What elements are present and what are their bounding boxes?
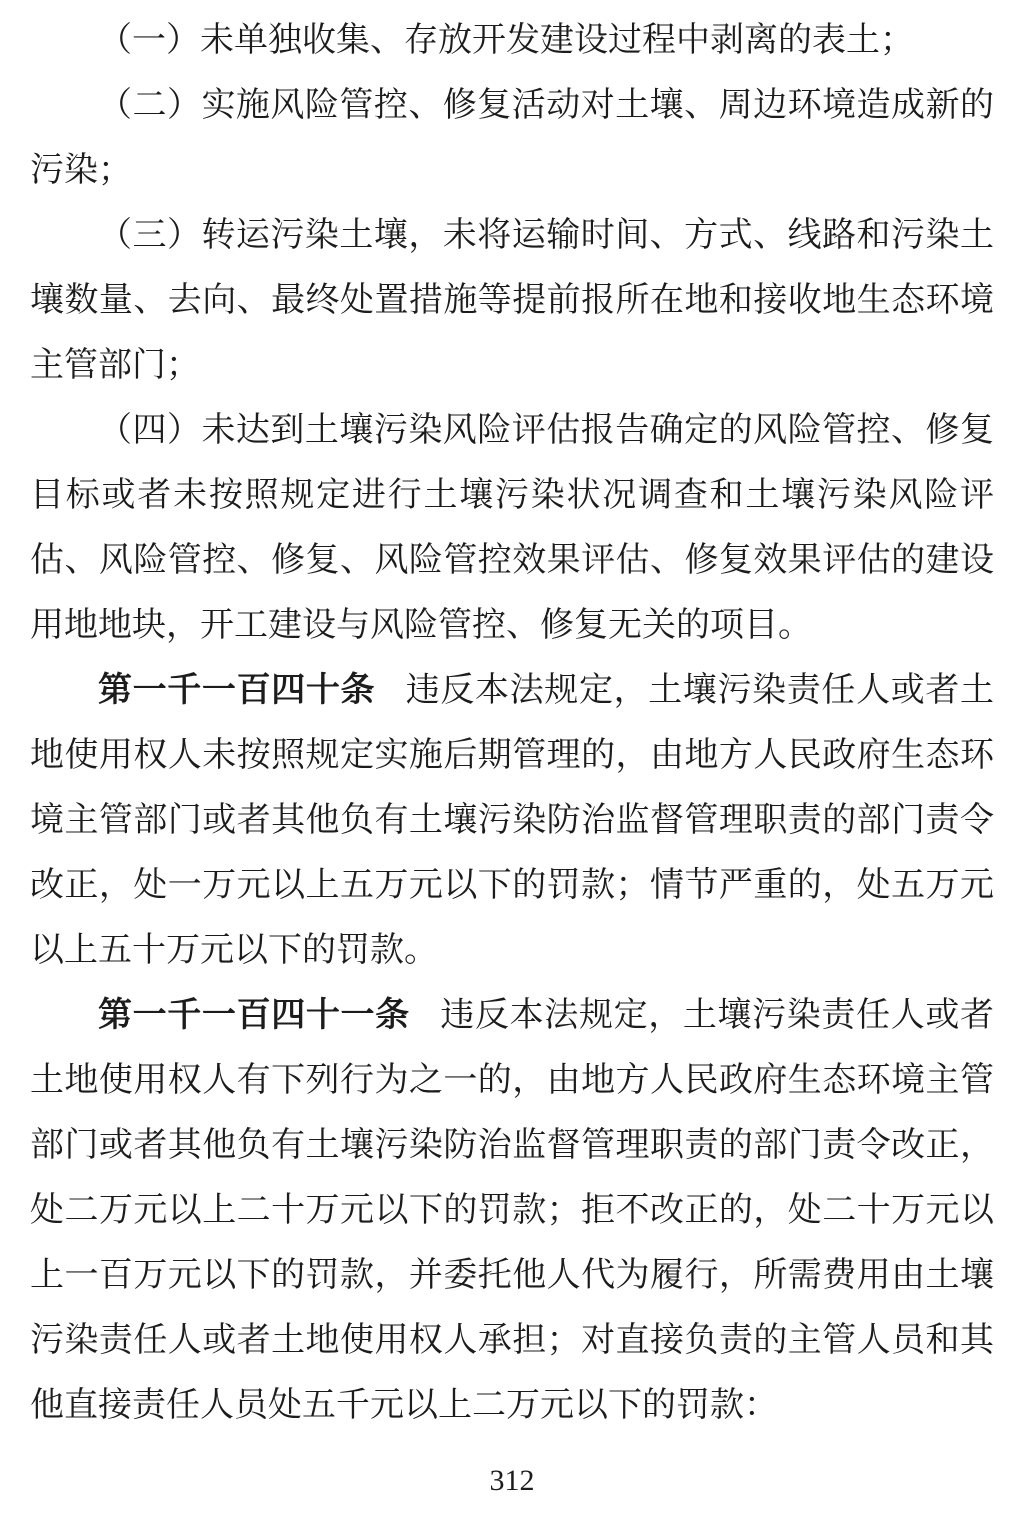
document-body [30,8,994,1438]
list-item-paragraph [30,8,994,73]
list-item-paragraph [30,73,994,203]
article-paragraph [30,658,994,983]
article-paragraph [30,983,994,1438]
article-number: 第一千一百四十条 [98,672,376,709]
article-number: 第一千一百四十一条 [98,997,410,1034]
paragraph-text: （三）转运污染土壤，未将运输时间、方式、线路和污染土壤数量、去向、最终处置措施等提前报所在地和接收地生态环境主管部门； [30,217,994,384]
paragraph-text: 违反本法规定，土壤污染责任人或者土地使用权人有下列行为之一的，由地方人民政府生态环境主管部门或者其他负有土壤污染防治监督管理职责的部门责令改正，处二万元以上二十万元以下的罚款；拒不改正的，处二十万元以上一百万元以下的罚款，并委托他人代为履行，所需费用由土壤污染责任人或者土地使用权人承担；对直接负责的主管人员和其他直接责任人员处五千元以上二万元以下的罚款： [30,997,995,1424]
paragraph-text: （一）未单独收集、存放开发建设过程中剥离的表土； [98,22,914,59]
paragraph-text: 违反本法规定，土壤污染责任人或者土地使用权人未按照规定实施后期管理的，由地方人民政府生态环境主管部门或者其他负有土壤污染防治监督管理职责的部门责令改正，处一万元以上五万元以下的罚款；情节严重的，处五万元以上五十万元以下的罚款。 [30,672,995,969]
paragraph-text: （四）未达到土壤污染风险评估报告确定的风险管控、修复目标或者未按照规定进行土壤污染状况调查和土壤污染风险评估、风险管控、修复、风险管控效果评估、修复效果评估的建设用地地块，开工建设与风险管控、修复无关的项目。 [30,412,994,644]
list-item-paragraph [30,203,994,398]
page-number: 312 [489,1464,535,1497]
list-item-paragraph [30,398,994,658]
paragraph-text: （二）实施风险管控、修复活动对土壤、周边环境造成新的污染； [30,87,994,189]
